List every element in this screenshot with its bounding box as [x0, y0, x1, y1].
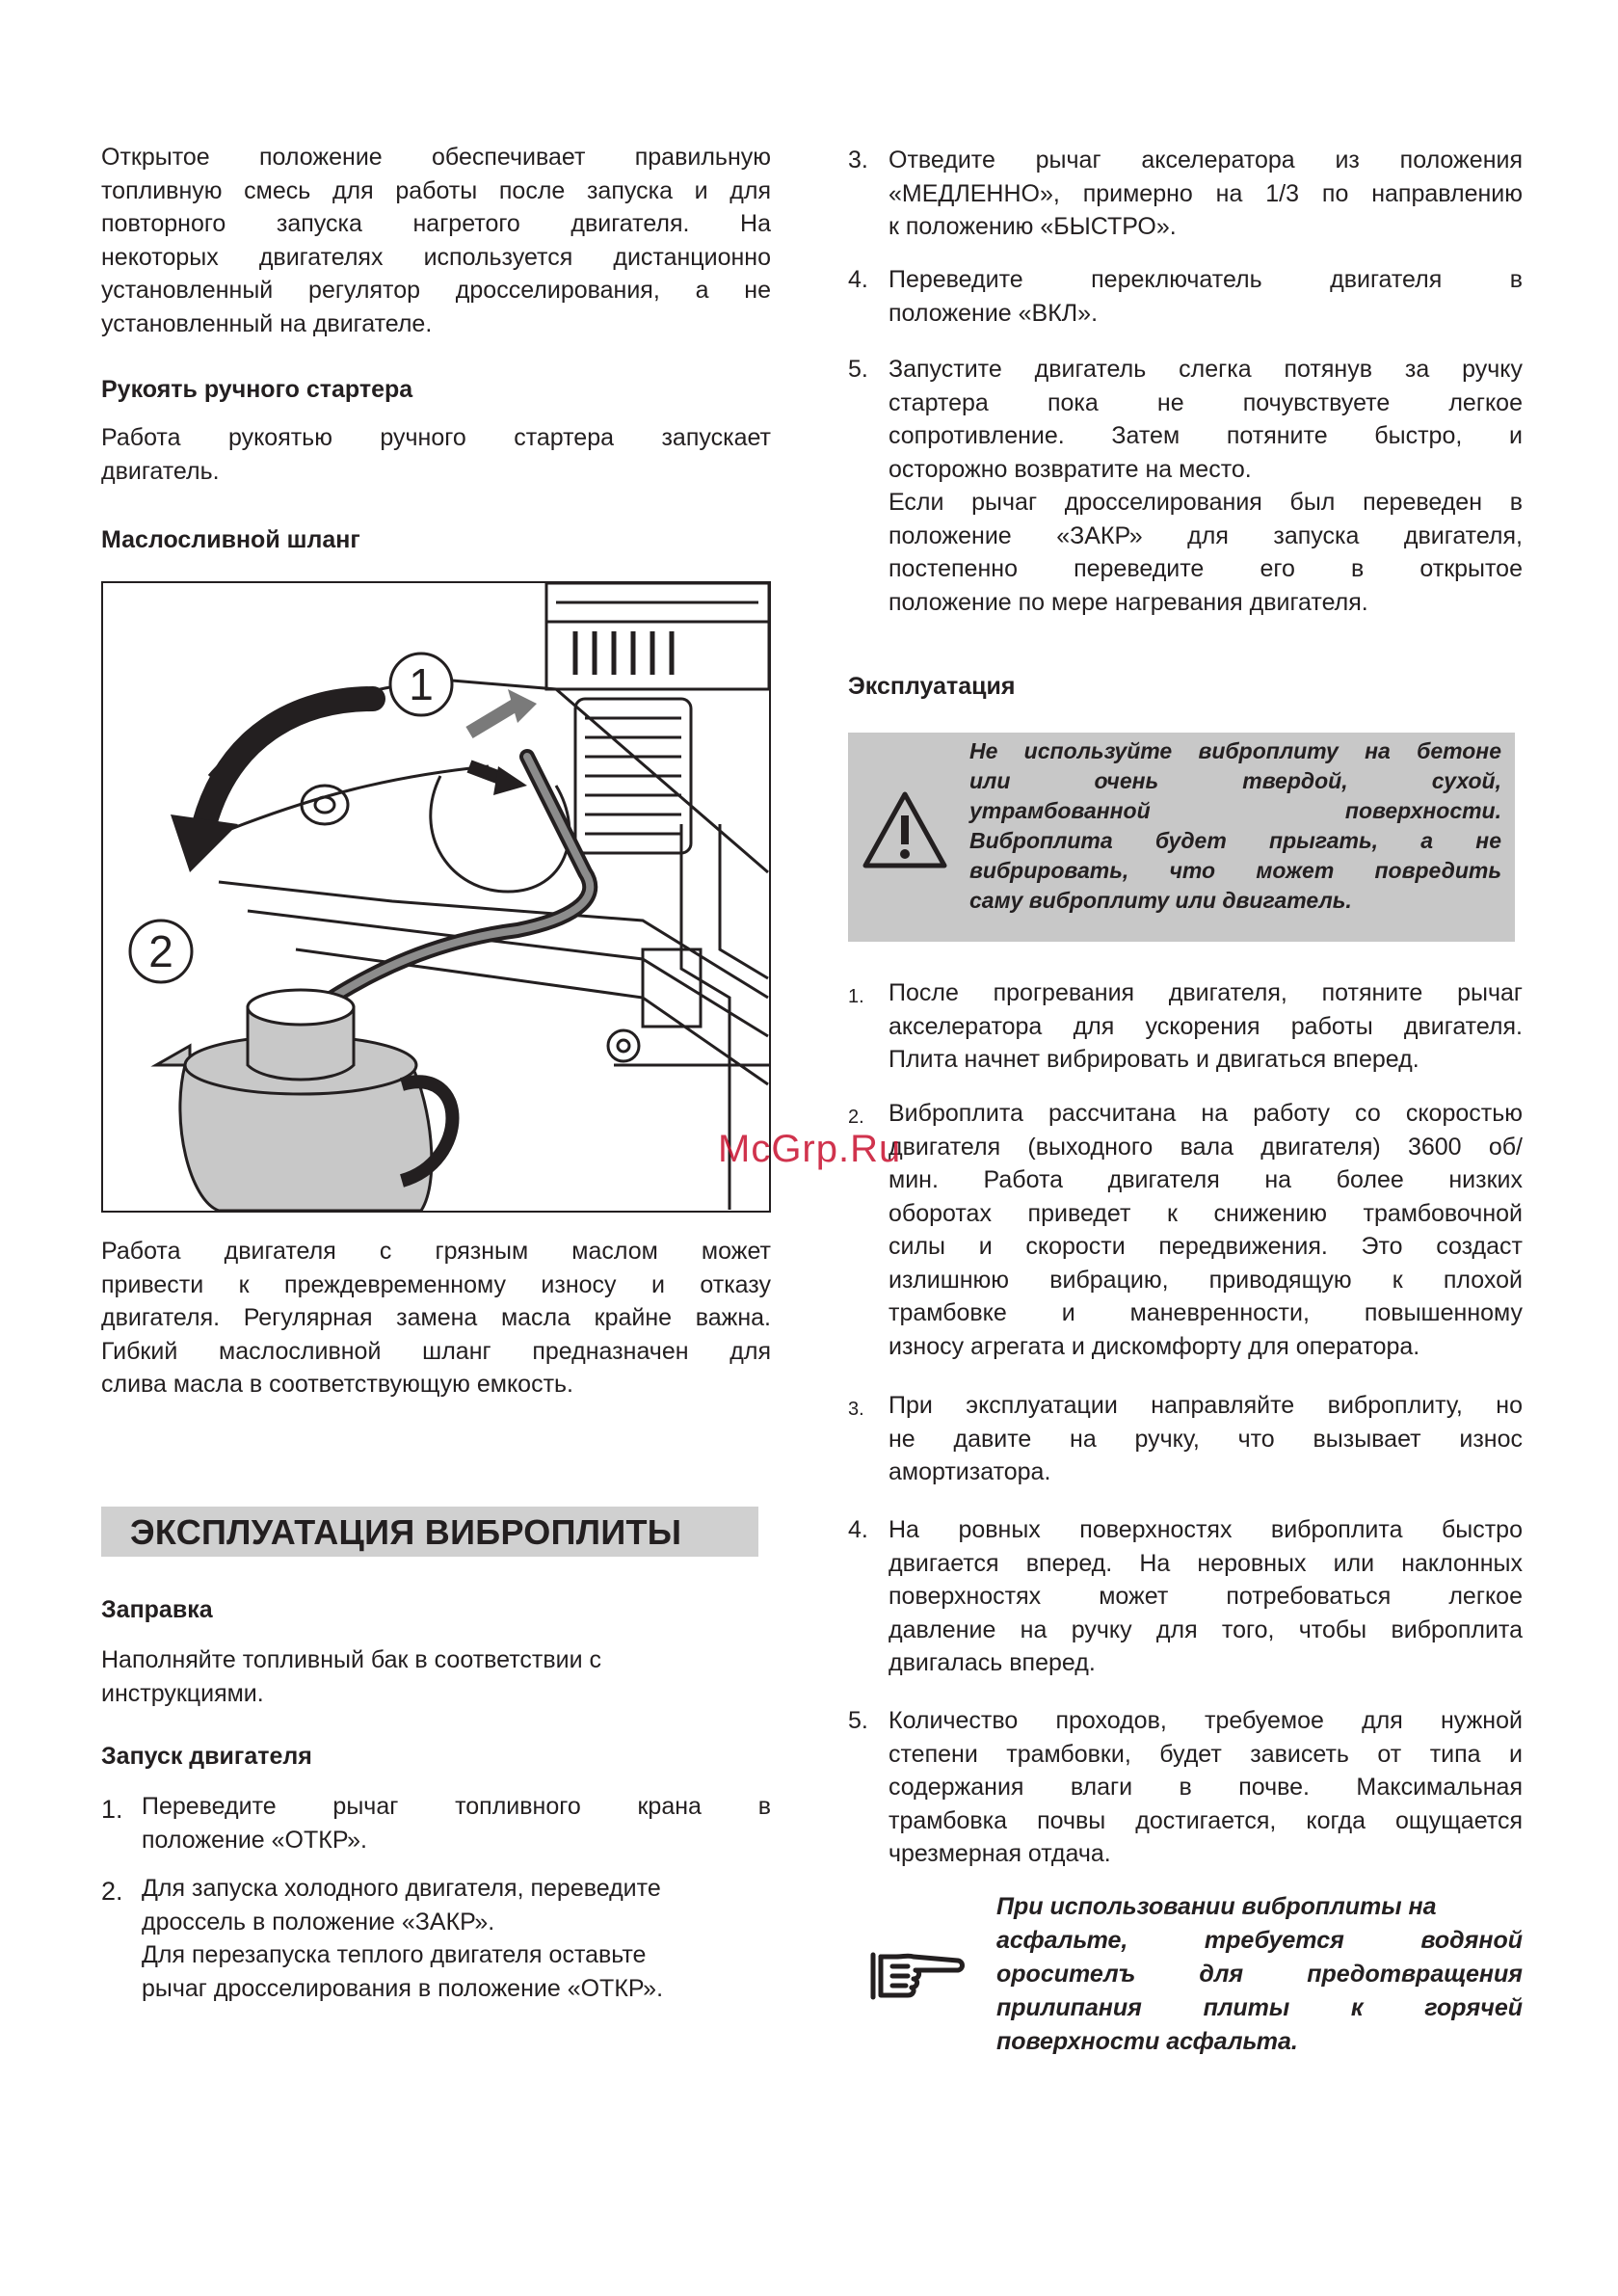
- text-line: акселератора для ускорения работы двигателя.: [889, 1012, 1523, 1040]
- callout-2-label: 2: [148, 926, 173, 976]
- text-line: слива масла в соответствующую емкость.: [101, 1371, 574, 1398]
- text-line: вибрировать, что может повредить: [969, 858, 1501, 883]
- text-line: асфальте, требуется водяной: [996, 1927, 1523, 1954]
- text-line: силы и скорости передвижения. Это создаст: [889, 1233, 1523, 1260]
- text-line: После прогревания двигателя, потяните рычаг: [889, 979, 1523, 1006]
- list-text: [142, 1790, 771, 1856]
- list-text: [889, 1097, 1523, 1363]
- list-number: 1.: [101, 1795, 123, 1824]
- text-line: некоторых двигателях используется дистанционно: [101, 243, 771, 271]
- starter-paragraph: [101, 421, 771, 488]
- text-line: содержания влаги в почве. Максимальная: [889, 1774, 1523, 1801]
- heading-fueling: Заправка: [101, 1596, 213, 1623]
- text-line: топливную смесь для работы после запуска и для: [101, 176, 771, 204]
- text-line: Для перезапуска теплого двигателя оставьте: [142, 1941, 647, 1968]
- text-line: оборотах приведет к снижению трамбовочной: [889, 1199, 1523, 1227]
- text-line: давление на ручку для того, чтобы виброплита: [889, 1615, 1523, 1643]
- text-line: установленный регулятор дросселирования, а не: [101, 277, 771, 304]
- text-line: двигалась вперед.: [889, 1649, 1096, 1676]
- text-line: положение по мере нагревания двигателя.: [889, 588, 1368, 616]
- list-number: 1.: [848, 986, 864, 1007]
- warning-box: [848, 733, 1515, 942]
- list-text: [889, 1389, 1523, 1489]
- text-line: положение «ВКЛ».: [889, 299, 1099, 327]
- list-text: [889, 1513, 1523, 1680]
- list-item: [848, 1513, 1523, 1687]
- text-line: саму виброплиту или двигатель.: [969, 888, 1352, 913]
- text-line: двигателя. Регулярная замена масла крайне важна.: [101, 1304, 771, 1331]
- asphalt-note-text: [996, 1890, 1523, 2059]
- list-number: 5.: [848, 1707, 868, 1734]
- text-line: Не используйте виброплиту на бетоне: [969, 738, 1501, 763]
- list-number: 5.: [848, 356, 868, 383]
- list-item: [848, 263, 1523, 331]
- text-line: Плита начнет вибрировать и двигаться вперед.: [889, 1046, 1419, 1073]
- text-line: двигатель.: [101, 457, 220, 485]
- list-item: [848, 976, 1523, 1082]
- list-item: [101, 1790, 771, 1857]
- list-number: 3.: [848, 147, 868, 174]
- text-line: поверхности асфальта.: [996, 2028, 1298, 2055]
- heading-starter-handle: Рукоять ручного стартера: [101, 376, 413, 403]
- text-line: Работа двигателя с грязным маслом может: [101, 1238, 771, 1265]
- section-title: ЭКСПЛУАТАЦИЯ ВИБРОПЛИТЫ: [130, 1512, 682, 1552]
- text-line: постепенно переведите его в открытое: [889, 555, 1523, 582]
- text-line: Запустите двигатель слегка потянув за ручку: [889, 356, 1523, 383]
- text-line: положение «ОТКР».: [142, 1826, 367, 1854]
- list-item: [848, 1097, 1523, 1367]
- oil-drain-figure: [101, 581, 771, 1213]
- list-text: [889, 144, 1523, 244]
- pointing-hand-icon: [869, 1947, 966, 2005]
- text-line: поверхностях может потребоваться легкое: [889, 1583, 1523, 1610]
- text-line: оросителъ для предотвращения: [996, 1961, 1523, 1988]
- text-line: прилипания плиты к горячей: [996, 1994, 1523, 2021]
- list-text: [889, 263, 1523, 330]
- text-line: двигается вперед. На неровных или наклонных: [889, 1549, 1523, 1577]
- heading-operation: Эксплуатация: [848, 673, 1016, 700]
- list-text: [889, 1704, 1523, 1871]
- warning-text: [969, 736, 1501, 916]
- text-line: Виброплита будет прыгать, а не: [969, 828, 1501, 853]
- list-number: 2.: [848, 1107, 864, 1128]
- text-line: мин. Работа двигателя на более низких: [889, 1166, 1523, 1193]
- intro-paragraph: [101, 141, 771, 340]
- text-line: Виброплита рассчитана на работу со скоростью: [889, 1100, 1523, 1127]
- list-text: [889, 353, 1523, 619]
- text-line: повторного запуска нагретого двигателя. На: [101, 210, 771, 237]
- callout-1-label: 1: [409, 659, 434, 709]
- text-line: износу агрегата и дискомфорту для оператора.: [889, 1332, 1420, 1360]
- list-item: [848, 144, 1523, 250]
- text-line: двигателя (выходного вала двигателя) 3600 об/: [889, 1133, 1523, 1161]
- fuel-paragraph: [101, 1643, 771, 1710]
- list-number: 2.: [101, 1877, 123, 1906]
- text-line: амортизатора.: [889, 1458, 1051, 1485]
- text-line: инструкциями.: [101, 1679, 264, 1707]
- list-item: [848, 1704, 1523, 1878]
- list-item: [101, 1872, 771, 2007]
- text-line: осторожно возвратите на место.: [889, 455, 1252, 483]
- list-item: [848, 1389, 1523, 1495]
- text-line: Гибкий маслосливной шланг предназначен для: [101, 1337, 771, 1365]
- text-line: рычаг дросселирования в положение «ОТКР».: [142, 1974, 664, 2002]
- text-line: сопротивление. Затем потяните быстро, и: [889, 422, 1523, 449]
- list-number: 4.: [848, 266, 868, 293]
- list-number: 4.: [848, 1516, 868, 1543]
- text-line: утрамбованной поверхности.: [969, 798, 1501, 823]
- list-item: [848, 353, 1523, 623]
- text-line: стартера пока не почувствуете легкое: [889, 388, 1523, 416]
- heading-engine-start: Запуск двигателя: [101, 1743, 312, 1770]
- text-line: «МЕДЛЕННО», примерно на 1/3 по направлению: [889, 179, 1523, 207]
- text-line: При эксплуатации направляйте виброплиту, но: [889, 1392, 1523, 1419]
- text-line: дроссель в положение «ЗАКР».: [142, 1908, 495, 1936]
- list-text: [889, 976, 1523, 1077]
- text-line: При использовании виброплиты на: [996, 1893, 1437, 1920]
- oil-paragraph: [101, 1235, 771, 1402]
- text-line: Если рычаг дросселирования был переведен в: [889, 489, 1523, 516]
- text-line: Открытое положение обеспечивает правильную: [101, 144, 771, 171]
- watermark-text: McGrp.Ru: [718, 1128, 902, 1170]
- text-line: степени трамбовки, будет зависеть от типа и: [889, 1740, 1523, 1768]
- text-line: Отведите рычаг акселератора из положения: [889, 147, 1523, 174]
- text-line: На ровных поверхностях виброплита быстро: [889, 1516, 1523, 1543]
- text-line: к положению «БЫСТРО».: [889, 213, 1177, 240]
- text-line: чрезмерная отдача.: [889, 1840, 1111, 1867]
- list-text: [142, 1872, 771, 2005]
- text-line: излишнюю вибрацию, приводящую к плохой: [889, 1266, 1523, 1294]
- text-line: не давите на ручку, что вызывает износ: [889, 1425, 1523, 1453]
- text-line: привести к преждевременному износу и отказу: [101, 1270, 771, 1298]
- text-line: положение «ЗАКР» для запуска двигателя,: [889, 521, 1523, 549]
- text-line: установленный на двигателе.: [101, 309, 433, 337]
- section-title-bar: [101, 1507, 758, 1557]
- list-number: 3.: [848, 1399, 864, 1420]
- text-line: Переведите переключатель двигателя в: [889, 266, 1523, 293]
- text-line: Наполняйте топливный бак в соответствии с: [101, 1646, 601, 1673]
- text-line: Количество проходов, требуемое для нужной: [889, 1707, 1523, 1734]
- text-line: трамбовка почвы достигается, когда ощущается: [889, 1806, 1523, 1834]
- heading-oil-hose: Маслосливной шланг: [101, 526, 360, 553]
- warning-triangle-icon: [862, 790, 948, 869]
- text-line: Для запуска холодного двигателя, переведите: [142, 1875, 661, 1902]
- text-line: трамбовке и маневренности, повышенному: [889, 1299, 1523, 1326]
- text-line: Переведите рычаг топливного крана в: [142, 1793, 771, 1820]
- text-line: или очень твердой, сухой,: [969, 768, 1501, 793]
- text-line: Работа рукоятью ручного стартера запускает: [101, 424, 771, 451]
